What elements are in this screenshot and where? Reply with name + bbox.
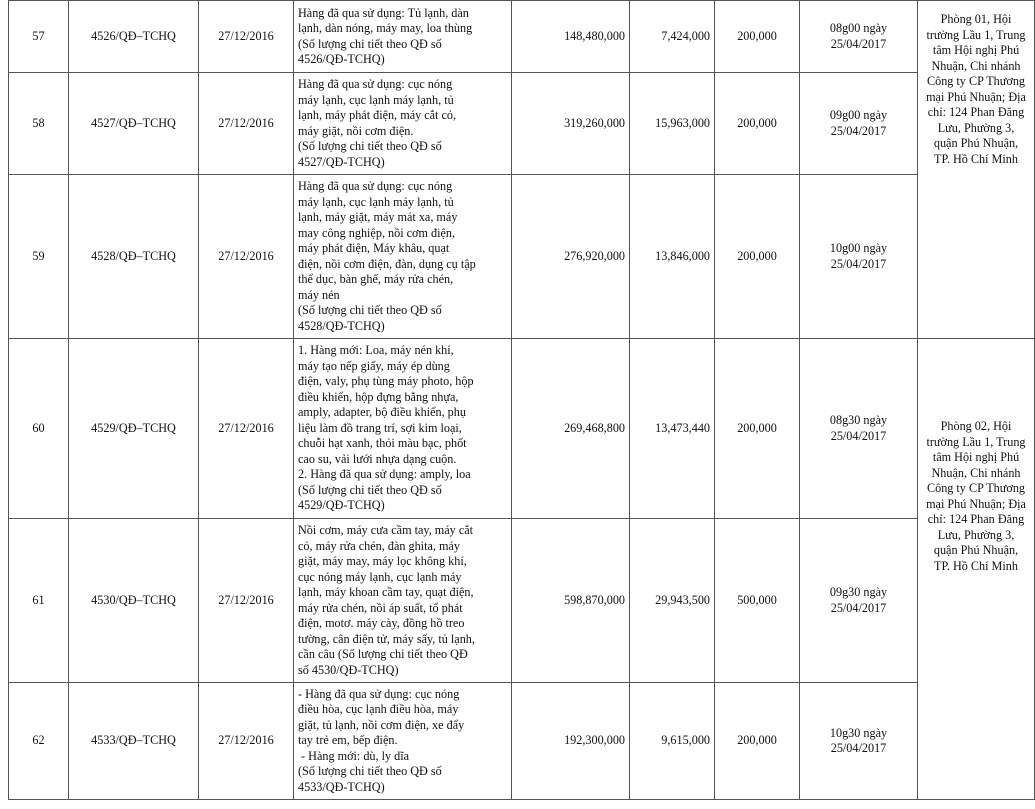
- date-line: 25/04/2017: [830, 256, 887, 271]
- venue-line: Phòng 01, Hội: [940, 12, 1012, 26]
- decision-number: 4528/QĐ–TCHQ: [69, 175, 199, 339]
- starting-price: 148,480,000: [512, 1, 630, 73]
- deposit: 29,943,500: [630, 519, 715, 683]
- desc-line: tay trẻ em, bếp điện.: [298, 733, 398, 748]
- time-line: 09g30 ngày: [829, 585, 888, 599]
- desc-line: (Số lượng chi tiết theo QĐ số: [298, 482, 442, 497]
- desc-line: (Số lượng chi tiết theo QĐ số: [298, 764, 442, 779]
- venue-line: Phòng 02, Hội: [940, 419, 1012, 433]
- desc-line: Hàng đã qua sử dụng: cục nóng: [298, 77, 453, 91]
- deposit: 13,473,440: [630, 339, 715, 519]
- auction-time: [800, 519, 918, 683]
- desc-line: máy tạo nếp giấy, máy ép dùng: [298, 358, 450, 373]
- desc-line: (Số lượng chi tiết theo QĐ số: [298, 139, 442, 153]
- decision-date: 27/12/2016: [199, 1, 294, 73]
- auction-time: [800, 73, 918, 175]
- desc-line: lạnh, máy giặt, máy mát xa, máy: [298, 210, 458, 224]
- venue-line: Nhuận, Chi nhánh: [931, 465, 1021, 480]
- table-row: [9, 73, 1035, 175]
- row-number: 58: [9, 73, 69, 175]
- desc-line: máy lạnh, cục lạnh máy lạnh, tủ: [298, 194, 454, 209]
- auction-time: [800, 1, 918, 73]
- goods-description: [294, 175, 512, 339]
- starting-price: 276,920,000: [512, 175, 630, 339]
- registration-fee: 200,000: [715, 339, 800, 519]
- desc-line: điều khiển, hộp đựng bằng nhựa,: [298, 389, 459, 404]
- goods-description: [294, 1, 512, 73]
- auction-time: [800, 339, 918, 519]
- row-number: 62: [9, 683, 69, 800]
- desc-line: máy giặt, nồi cơm điện.: [298, 123, 414, 138]
- row-number: 60: [9, 339, 69, 519]
- desc-line: máy phát điện, Máy khâu, quạt: [298, 241, 450, 255]
- venue-line: trường Lầu 1, Trung: [926, 27, 1026, 42]
- desc-line: chuỗi hạt xanh, thỏi màu bạc, phốt: [298, 436, 467, 451]
- table-row: [9, 519, 1035, 683]
- goods-description: [294, 339, 512, 519]
- desc-line: cao su, vải lưới nhựa dạng cuộn.: [298, 451, 457, 466]
- time-line: 10g00 ngày: [829, 241, 888, 255]
- desc-line: (Số lượng chi tiết theo QĐ số: [298, 303, 442, 317]
- decision-date: 27/12/2016: [199, 73, 294, 175]
- row-number: 59: [9, 175, 69, 339]
- goods-description: [294, 683, 512, 800]
- desc-line: (Số lượng chi tiết theo QĐ số: [298, 36, 442, 51]
- desc-line: lạnh, máy phát điện, máy cắt cỏ,: [298, 108, 457, 122]
- desc-line: máy nén: [298, 287, 340, 302]
- date-line: 25/04/2017: [830, 36, 887, 51]
- desc-line: máy rửa chén, nồi áp suất, tổ phát: [298, 600, 463, 615]
- date-line: 25/04/2017: [830, 741, 887, 755]
- starting-price: 269,468,800: [512, 339, 630, 519]
- table-row: [9, 1, 1035, 73]
- desc-line: 2. Hàng đã qua sử dụng: amply, loa: [298, 467, 471, 482]
- desc-line: thể dục, bàn ghế, máy rửa chén,: [298, 272, 454, 286]
- decision-number: 4530/QĐ–TCHQ: [69, 519, 199, 683]
- desc-line: may công nghiệp, nồi cơm điện,: [298, 225, 456, 240]
- decision-number: 4529/QĐ–TCHQ: [69, 339, 199, 519]
- venue-line: tâm Hội nghị Phú: [932, 450, 1020, 464]
- deposit: 7,424,000: [630, 1, 715, 73]
- auction-time: [800, 683, 918, 800]
- desc-line: amply, adapter, bộ điều khiển, phụ: [298, 405, 466, 420]
- desc-line: giặt, tủ lạnh, nồi cơm điện, xe đẩy: [298, 717, 465, 732]
- decision-date: 27/12/2016: [199, 175, 294, 339]
- desc-line: lạnh, dàn nóng, máy may, loa thùng: [298, 21, 473, 35]
- desc-line: - Hàng mới: dù, ly dĩa: [298, 748, 410, 763]
- desc-line: điện, valy, phụ tùng máy photo, hộp: [298, 374, 474, 389]
- desc-line: 4526/QĐ-TCHQ): [298, 52, 385, 66]
- venue-line: Lưu, Phường 3,: [937, 527, 1015, 542]
- venue-line: chỉ: 124 Phan Đăng: [927, 105, 1025, 119]
- date-line: 25/04/2017: [830, 123, 887, 138]
- deposit: 15,963,000: [630, 73, 715, 175]
- desc-line: điện, motơ. máy cày, đồng hồ treo: [298, 616, 465, 630]
- desc-line: 4528/QĐ-TCHQ): [298, 318, 385, 333]
- desc-line: giặt, máy may, máy lọc không khí,: [298, 554, 467, 568]
- venue-line: TP. Hồ Chí Minh: [934, 558, 1018, 573]
- venue-line: chỉ: 124 Phan Đăng: [927, 512, 1025, 526]
- venue-line: mại Phú Nhuận; Địa: [926, 496, 1026, 511]
- date-line: 25/04/2017: [830, 428, 887, 443]
- desc-line: Nồi cơm, máy cưa cầm tay, máy cắt: [298, 523, 474, 537]
- desc-line: cỏ, máy rửa chén, đàn ghita, máy: [298, 538, 460, 553]
- time-line: 09g00 ngày: [829, 108, 888, 122]
- venue-line: TP. Hồ Chí Minh: [934, 151, 1018, 166]
- registration-fee: 200,000: [715, 73, 800, 175]
- time-line: 08g00 ngày: [829, 21, 888, 35]
- desc-line: 4529/QĐ-TCHQ): [298, 498, 385, 513]
- registration-fee: 200,000: [715, 683, 800, 800]
- venue-line: quận Phú Nhuận,: [933, 136, 1019, 150]
- desc-line: liệu làm đồ trang trí, sợi kim loại,: [298, 420, 462, 435]
- table-row: [9, 683, 1035, 800]
- desc-line: 4527/QĐ-TCHQ): [298, 154, 385, 169]
- row-number: 57: [9, 1, 69, 73]
- time-line: 08g30 ngày: [829, 413, 888, 427]
- registration-fee: 200,000: [715, 1, 800, 73]
- decision-number: 4527/QĐ–TCHQ: [69, 73, 199, 175]
- desc-line: điều hòa, cục lạnh điều hòa, máy: [298, 702, 459, 717]
- venue-line: Công ty CP Thương: [926, 74, 1026, 88]
- decision-date: 27/12/2016: [199, 339, 294, 519]
- auction-venue: [918, 1, 1035, 339]
- time-line: 10g30 ngày: [829, 725, 888, 740]
- venue-line: trường Lầu 1, Trung: [926, 434, 1026, 449]
- desc-line: máy lạnh, cục lạnh máy lạnh, tủ: [298, 92, 454, 107]
- venue-line: Công ty CP Thương: [926, 481, 1026, 495]
- auction-venue: [918, 339, 1035, 800]
- desc-line: - Hàng đã qua sử dụng: cục nóng: [298, 686, 460, 701]
- auction-table: [8, 0, 1035, 800]
- decision-number: 4526/QĐ–TCHQ: [69, 1, 199, 73]
- venue-line: Lưu, Phường 3,: [937, 120, 1015, 135]
- table-row: [9, 339, 1035, 519]
- desc-line: lạnh, máy khoan cầm tay, quạt điện,: [298, 585, 474, 599]
- desc-line: Hàng đã qua sử dụng: cục nóng: [298, 179, 453, 193]
- row-number: 61: [9, 519, 69, 683]
- decision-date: 27/12/2016: [199, 683, 294, 800]
- venue-line: tâm Hội nghị Phú: [932, 43, 1020, 57]
- goods-description: [294, 519, 512, 683]
- table-row: [9, 175, 1035, 339]
- desc-line: cục nóng máy lạnh, cục lạnh máy: [298, 569, 462, 584]
- decision-number: 4533/QĐ–TCHQ: [69, 683, 199, 800]
- auction-time: [800, 175, 918, 339]
- registration-fee: 500,000: [715, 519, 800, 683]
- goods-description: [294, 73, 512, 175]
- venue-line: mại Phú Nhuận; Địa: [926, 89, 1026, 104]
- venue-line: quận Phú Nhuận,: [933, 543, 1019, 557]
- venue-line: Nhuận, Chi nhánh: [931, 58, 1021, 73]
- date-line: 25/04/2017: [830, 600, 887, 615]
- deposit: 13,846,000: [630, 175, 715, 339]
- desc-line: điện, nồi cơm điện, đàn, dụng cụ tập: [298, 256, 476, 271]
- starting-price: 319,260,000: [512, 73, 630, 175]
- desc-line: 1. Hàng mới: Loa, máy nén khí,: [298, 343, 454, 358]
- desc-line: cần câu (Số lượng chi tiết theo QĐ: [298, 647, 468, 661]
- decision-date: 27/12/2016: [199, 519, 294, 683]
- desc-line: 4533/QĐ-TCHQ): [298, 779, 385, 794]
- desc-line: số 4530/QĐ-TCHQ): [298, 662, 399, 677]
- desc-line: tường, cân điện tử, máy sấy, tủ lạnh,: [298, 631, 475, 646]
- starting-price: 598,870,000: [512, 519, 630, 683]
- registration-fee: 200,000: [715, 175, 800, 339]
- deposit: 9,615,000: [630, 683, 715, 800]
- starting-price: 192,300,000: [512, 683, 630, 800]
- desc-line: Hàng đã qua sử dụng: Tủ lạnh, dàn: [298, 5, 469, 20]
